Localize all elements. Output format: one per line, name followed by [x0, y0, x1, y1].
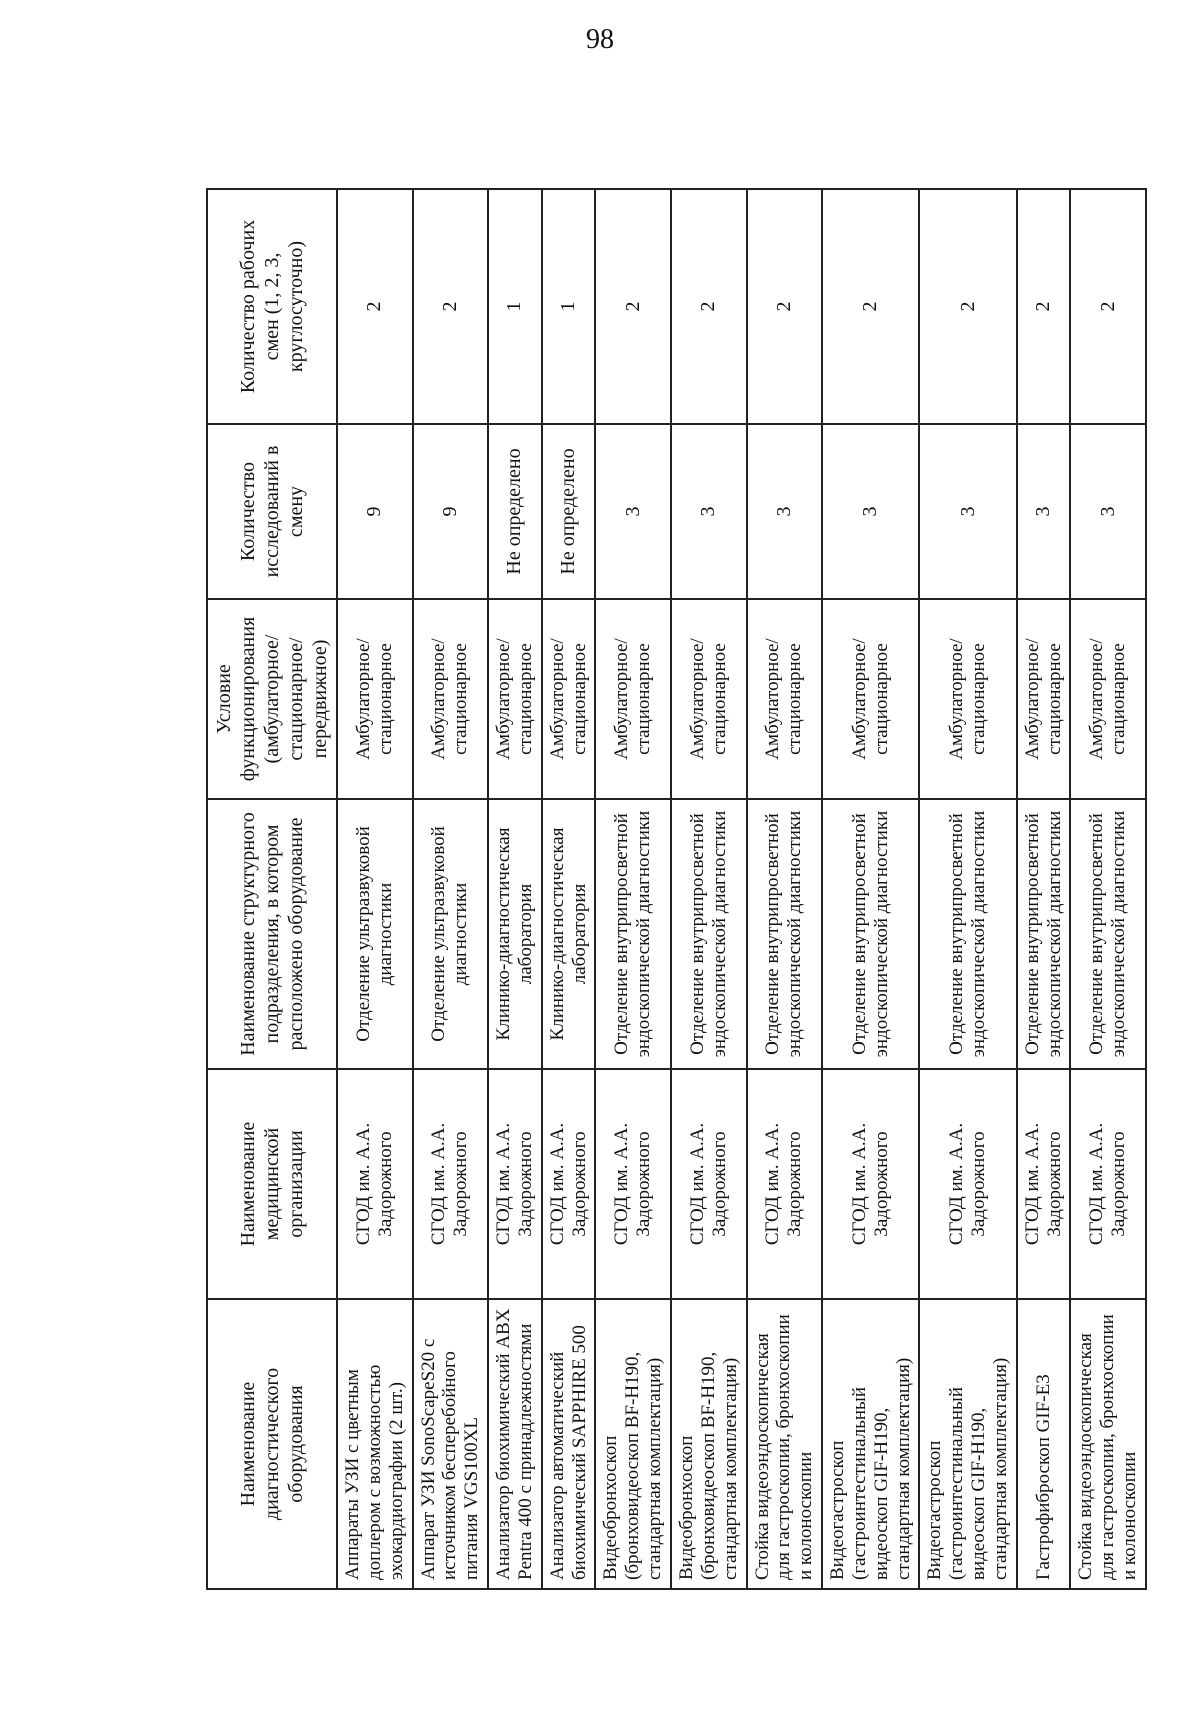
page-number: 98	[586, 24, 614, 55]
table-row	[337, 189, 413, 1589]
condition-cell: Амбулаторное/ стационарное	[1070, 599, 1146, 799]
table-row	[595, 189, 671, 1589]
department-cell: Клинико-диагностическая лаборатория	[542, 799, 596, 1069]
organization-cell: СГОД им. А.А. Задорожного	[822, 1069, 919, 1299]
shifts-cell: 2	[337, 189, 413, 424]
studies-cell: Не определено	[542, 424, 596, 599]
header-equipment: Наименование диагностического оборудования	[207, 1299, 337, 1589]
equipment-name-cell: Гастрофиброскоп GIF-E3	[1017, 1299, 1071, 1589]
table-row	[1070, 189, 1146, 1589]
header-condition: Условие функционирования (амбулаторное/ стационарное/ передвижное)	[207, 599, 337, 799]
organization-cell: СГОД им. А.А. Задорожного	[1017, 1069, 1071, 1299]
shifts-cell: 2	[919, 189, 1016, 424]
equipment-name-cell: Аппараты УЗИ с цветным доплером с возможностью эхокардиографии (2 шт.)	[337, 1299, 413, 1589]
table-row	[822, 189, 919, 1589]
shifts-cell: 2	[747, 189, 823, 424]
department-cell: Клинико-диагностическая лаборатория	[488, 799, 542, 1069]
organization-cell: СГОД им. А.А. Задорожного	[919, 1069, 1016, 1299]
department-cell: Отделение внутрипросветной эндоскопической диагностики	[919, 799, 1016, 1069]
shifts-cell: 1	[488, 189, 542, 424]
table-row	[747, 189, 823, 1589]
shifts-cell: 1	[542, 189, 596, 424]
organization-cell: СГОД им. А.А. Задорожного	[337, 1069, 413, 1299]
condition-cell: Амбулаторное/ стационарное	[488, 599, 542, 799]
table-row	[1017, 189, 1071, 1589]
table-row	[542, 189, 596, 1589]
studies-cell: 3	[1017, 424, 1071, 599]
header-department: Наименование структурного подразделения, в котором расположено оборудование	[207, 799, 337, 1069]
studies-cell: 9	[337, 424, 413, 599]
studies-cell: 3	[595, 424, 671, 599]
shifts-cell: 2	[1017, 189, 1071, 424]
equipment-name-cell: Аппарат УЗИ SonoScapeS20 с источником бесперебойного питания VGS100XL	[413, 1299, 489, 1589]
equipment-name-cell: Видеогастроскоп (гастроинтестинальный видеоскоп GIF-H190, стандартная комплектация)	[919, 1299, 1016, 1589]
organization-cell: СГОД им. А.А. Задорожного	[671, 1069, 747, 1299]
organization-cell: СГОД им. А.А. Задорожного	[747, 1069, 823, 1299]
organization-cell: СГОД им. А.А. Задорожного	[542, 1069, 596, 1299]
condition-cell: Амбулаторное/ стационарное	[413, 599, 489, 799]
shifts-cell: 2	[822, 189, 919, 424]
organization-cell: СГОД им. А.А. Задорожного	[488, 1069, 542, 1299]
equipment-name-cell: Видеобронхоскоп (бронховидеоскоп BF-H190, стандартная комплектация)	[671, 1299, 747, 1589]
condition-cell: Амбулаторное/ стационарное	[595, 599, 671, 799]
condition-cell: Амбулаторное/ стационарное	[747, 599, 823, 799]
table-row	[413, 189, 489, 1589]
department-cell: Отделение внутрипросветной эндоскопической диагностики	[671, 799, 747, 1069]
table-row	[919, 189, 1016, 1589]
department-cell: Отделение ультразвуковой диагностики	[413, 799, 489, 1069]
shifts-cell: 2	[1070, 189, 1146, 424]
condition-cell: Амбулаторное/ стационарное	[822, 599, 919, 799]
equipment-name-cell: Анализатор биохимический ABX Pentra 400 с принадлежностями	[488, 1299, 542, 1589]
department-cell: Отделение внутрипросветной эндоскопической диагностики	[747, 799, 823, 1069]
shifts-cell: 2	[413, 189, 489, 424]
equipment-name-cell: Видеогастроскоп (гастроинтестинальный видеоскоп GIF-H190, стандартная комплектация)	[822, 1299, 919, 1589]
organization-cell: СГОД им. А.А. Задорожного	[595, 1069, 671, 1299]
studies-cell: 3	[671, 424, 747, 599]
rotated-table-container	[206, 190, 1141, 1590]
organization-cell: СГОД им. А.А. Задорожного	[1070, 1069, 1146, 1299]
studies-cell: 3	[919, 424, 1016, 599]
shifts-cell: 2	[671, 189, 747, 424]
condition-cell: Амбулаторное/ стационарное	[919, 599, 1016, 799]
studies-cell: 9	[413, 424, 489, 599]
table-row	[488, 189, 542, 1589]
studies-cell: Не определено	[488, 424, 542, 599]
department-cell: Отделение внутрипросветной эндоскопической диагностики	[822, 799, 919, 1069]
table-row	[671, 189, 747, 1589]
organization-cell: СГОД им. А.А. Задорожного	[413, 1069, 489, 1299]
studies-cell: 3	[1070, 424, 1146, 599]
department-cell: Отделение внутрипросветной эндоскопической диагностики	[595, 799, 671, 1069]
condition-cell: Амбулаторное/ стационарное	[671, 599, 747, 799]
equipment-name-cell: Стойка видеоэндоскопическая для гастроскопии, бронхоскопии и колоноскопии	[747, 1299, 823, 1589]
shifts-cell: 2	[595, 189, 671, 424]
condition-cell: Амбулаторное/ стационарное	[337, 599, 413, 799]
studies-cell: 3	[822, 424, 919, 599]
table-header-row	[207, 189, 337, 1589]
header-organization: Наименование медицинской организации	[207, 1069, 337, 1299]
header-studies-per-shift: Количество исследований в смену	[207, 424, 337, 599]
department-cell: Отделение внутрипросветной эндоскопической диагностики	[1070, 799, 1146, 1069]
equipment-name-cell: Анализатор автоматический биохимический SAPPHIRE 500	[542, 1299, 596, 1589]
condition-cell: Амбулаторное/ стационарное	[1017, 599, 1071, 799]
equipment-name-cell: Видеобронхоскоп (бронховидеоскоп BF-H190, стандартная комплектация)	[595, 1299, 671, 1589]
equipment-name-cell: Стойка видеоэндоскопическая для гастроскопии, бронхоскопии и колоноскопии	[1070, 1299, 1146, 1589]
department-cell: Отделение внутрипросветной эндоскопической диагностики	[1017, 799, 1071, 1069]
equipment-table	[206, 188, 1147, 1590]
studies-cell: 3	[747, 424, 823, 599]
header-shifts: Количество рабочих смен (1, 2, 3, круглосуточно)	[207, 189, 337, 424]
department-cell: Отделение ультразвуковой диагностики	[337, 799, 413, 1069]
condition-cell: Амбулаторное/ стационарное	[542, 599, 596, 799]
